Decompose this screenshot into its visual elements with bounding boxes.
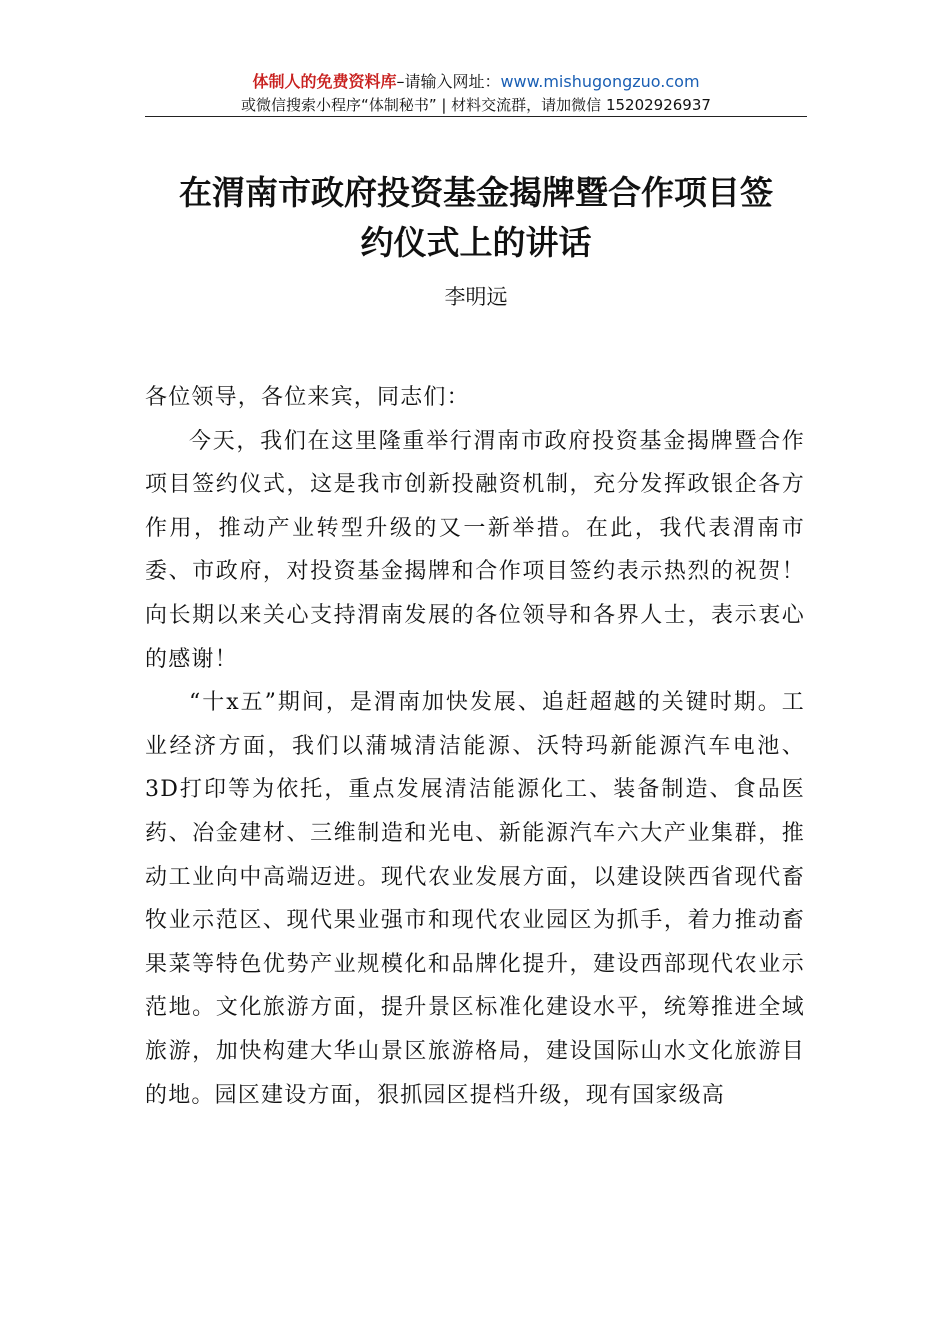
header-divider [145, 116, 807, 117]
brand-text: 体制人的免费资料库 [252, 72, 397, 91]
salutation: 各位领导，各位来宾，同志们： [145, 385, 470, 410]
page-header [145, 70, 807, 116]
author-name: 李明远 [444, 285, 508, 309]
title-line-1: 在渭南市政府投资基金揭牌暨合作项目签 [179, 173, 773, 212]
paragraph-1: 今天，我们在这里隆重举行渭南市政府投资基金揭牌暨合作项目签约仪式，这是我市创新投融资机制，充分发挥政银企各方作用，推动产业转型升级的又一新举措。在此，我代表渭南市委、市政府，对投资基金揭牌和合作项目签约表示热烈的祝贺！向长期以来关心支持渭南发展的各位领导和各界人士，表示衷心的感谢！ [145, 428, 805, 672]
document-body [145, 376, 805, 1117]
url-prompt: –请输入网址： [396, 72, 501, 91]
website-link[interactable]: www.mishugongzuo.com [500, 72, 700, 91]
title-line-2: 约仪式上的讲话 [360, 223, 592, 262]
paragraph-2: “十x五”期间，是渭南加快发展、追赶超越的关键时期。工业经济方面，我们以蒲城清洁能源、沃特玛新能源汽车电池、3D打印等为依托，重点发展清洁能源化工、装备制造、食品医药、冶金建材、三维制造和光电、新能源汽车六大产业集群，推动工业向中高端迈进。现代农业发展方面，以建设陕西省现代畜牧业示范区、现代果业强市和现代农业园区为抓手，着力推动畜果菜等特色优势产业规模化和品牌化提升，建设西部现代农业示范地。文化旅游方面，提升景区标准化建设水平，统筹推进全域旅游，加快构建大华山景区旅游格局，建设国际山水文化旅游目的地。园区建设方面，狠抓园区提档升级，现有国家级高 [145, 690, 805, 1108]
header-promo-line [145, 70, 807, 94]
header-contact-line: 或微信搜索小程序“体制秘书” | 材料交流群，请加微信 15202926937 [241, 96, 711, 114]
document-title [145, 168, 807, 268]
